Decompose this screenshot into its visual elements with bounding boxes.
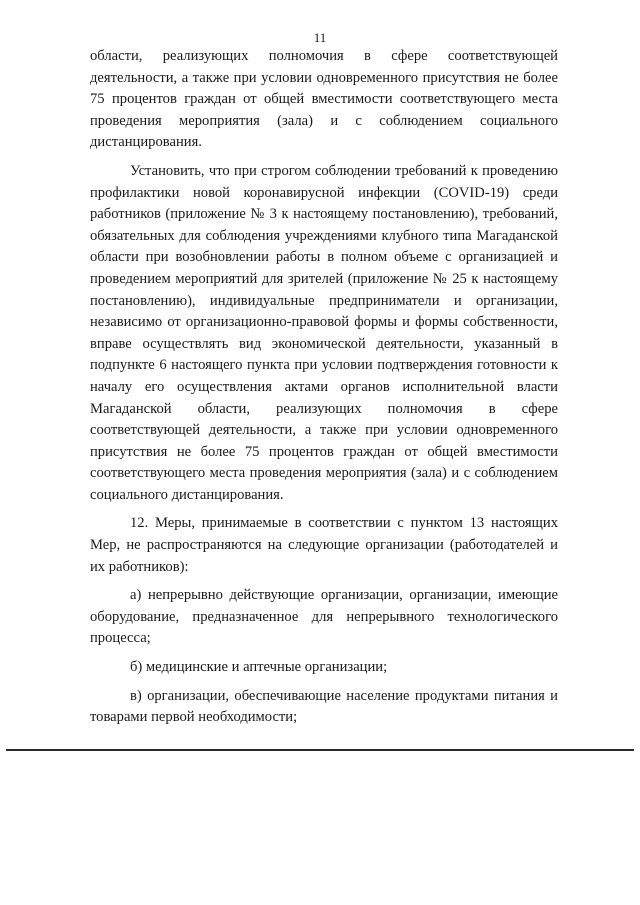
- page-number: 11: [313, 30, 327, 45]
- horizontal-rule: [6, 749, 634, 751]
- list-item-a: а) непрерывно действующие организации, организации, имеющие оборудование, предназначенное для непрерывного технологического процесса;: [90, 587, 558, 647]
- paragraph-establish: Установить, что при строгом соблюдении требований к проведению профилактики новой коронавирусной инфекции (COVID-19) среди работников (приложение № 3 к настоящему постановлению), требований, обязательных для соблюдения учреждениями клубного типа Магаданской области при возобновлении работы в полном объеме с организацией и проведением мероприятий для зрителей (приложение № 25 к настоящему постановлению), индивидуальные предприниматели и организации, независимо от организационно-правовой формы и формы собственности, вправе осуществлять вид экономической деятельности, указанный в подпункте 6 настоящего пункта при условии подтверждения готовности к началу его осуществления актами органов исполнительной власти Магаданской области, реализующих полномочия в сфере соответствующей деятельности, а также при условии одновременного присутствия не более 75 процентов граждан от общей вместимости соответствующего места проведения мероприятия (зала) и с соблюдением социального дистанцирования.: [90, 162, 558, 503]
- list-item-v: в) организации, обеспечивающие население продуктами питания и товарами первой необходимости;: [90, 687, 558, 726]
- list-item-b: б) медицинские и аптечные организации;: [130, 659, 388, 676]
- paragraph-item-12: 12. Меры, принимаемые в соответствии с пунктом 13 настоящих Мер, не распространяются на следующие организации (работодателей и их работников):: [90, 515, 558, 575]
- paragraph-continuation: области, реализующих полномочия в сфере соответствующей деятельности, а также при условии одновременного присутствия не более 75 процентов граждан от общей вместимости соответствующего места проведения мероприятия (зала) и с соблюдением социального дистанцирования.: [90, 48, 558, 151]
- document-body: [90, 46, 558, 729]
